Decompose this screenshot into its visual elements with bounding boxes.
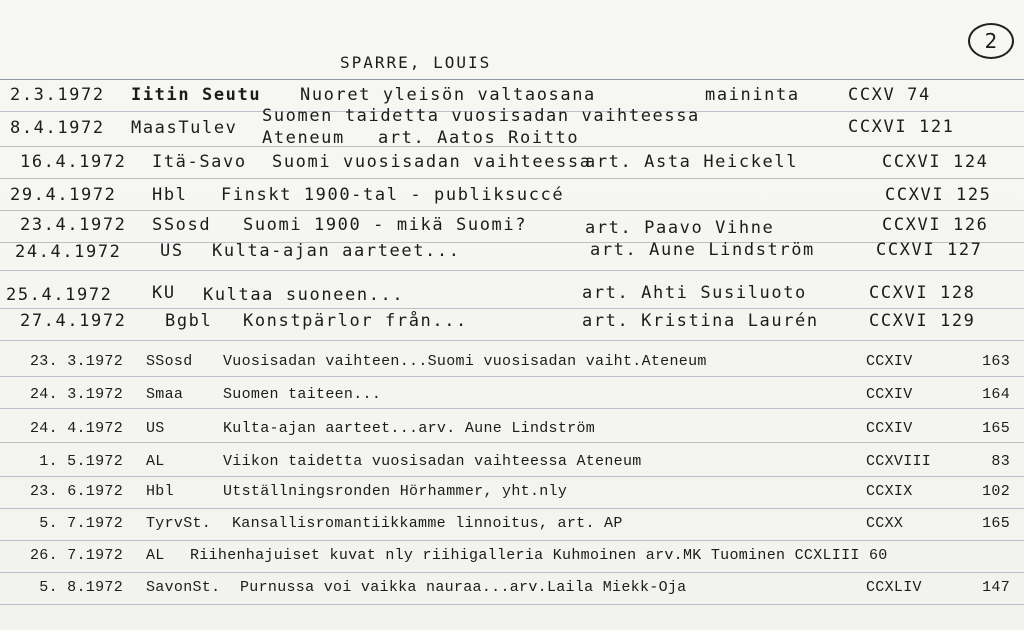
row-date: 27.4.1972 xyxy=(20,311,127,331)
row-source: Hbl xyxy=(146,483,174,500)
row-source: Bgbl xyxy=(165,311,213,331)
row-note: art. Ahti Susiluoto xyxy=(582,283,807,303)
rule-line xyxy=(0,604,1024,605)
row-page: 147 xyxy=(982,579,1010,596)
row-source: AL xyxy=(146,547,165,564)
rule-line xyxy=(0,540,1024,541)
row-date: 24. 4.1972 xyxy=(29,420,123,437)
row-title: Kansallisromantiikkamme linnoitus, art. AP xyxy=(232,515,623,532)
row-note: art. Asta Heickell xyxy=(585,152,799,172)
rule-line xyxy=(0,572,1024,573)
row-source: US xyxy=(160,241,184,261)
row-title: Konstpärlor från... xyxy=(243,311,468,331)
row-date: 24.4.1972 xyxy=(15,242,122,262)
rule-line xyxy=(0,210,1024,211)
row-title: Viikon taidetta vuosisadan vaihteessa Ateneum xyxy=(223,453,642,470)
row-date: 1. 5.1972 xyxy=(39,453,123,470)
row-title: Purnussa voi vaikka nauraa...arv.Laila Miekk-Oja xyxy=(240,579,687,596)
row-title: Suomi 1900 - mikä Suomi? xyxy=(243,215,528,235)
row-source: AL xyxy=(146,453,165,470)
row-ref: CCXVI 124 xyxy=(882,152,989,172)
rule-line xyxy=(0,270,1024,271)
row-date: 23. 6.1972 xyxy=(29,483,123,500)
row-date: 29.4.1972 xyxy=(10,185,117,205)
row-page: 163 xyxy=(982,353,1010,370)
row-source: Hbl xyxy=(152,185,188,205)
row-date: 23.4.1972 xyxy=(20,215,127,235)
row-title: Kultaa suoneen... xyxy=(203,285,405,305)
row-page: 83 xyxy=(991,453,1010,470)
row-ref: CCXVI 127 xyxy=(876,240,983,260)
row-title: Nuoret yleisön valtaosana xyxy=(300,85,596,105)
row-title: Kulta-ajan aarteet...arv. Aune Lindström xyxy=(223,420,596,437)
row-date: 25.4.1972 xyxy=(6,285,113,305)
row-ref: CCXVI 129 xyxy=(869,311,976,331)
row-source: MaasTulev xyxy=(131,118,238,138)
row-source: Itä-Savo xyxy=(152,152,247,172)
row-page: 164 xyxy=(982,386,1010,403)
row-date: 5. 7.1972 xyxy=(39,515,123,532)
row-ref: CCXLIV xyxy=(866,579,922,596)
row-page: 165 xyxy=(982,420,1010,437)
row-note: art. Aune Lindström xyxy=(590,240,815,260)
row-page: 102 xyxy=(982,483,1010,500)
row-date: 23. 3.1972 xyxy=(29,353,123,370)
rule-line xyxy=(0,408,1024,409)
row-source: US xyxy=(146,420,165,437)
row-date: 2.3.1972 xyxy=(10,85,105,105)
rule-line xyxy=(0,508,1024,509)
row-page: 165 xyxy=(982,515,1010,532)
rule-line xyxy=(0,376,1024,377)
row-title-line2: Ateneum xyxy=(262,128,345,148)
row-note: maininta xyxy=(705,85,800,105)
row-title: Suomen taiteen... xyxy=(223,386,382,403)
row-title: Kulta-ajan aarteet... xyxy=(212,241,461,261)
row-ref: CCXIV xyxy=(866,353,913,370)
rule-line xyxy=(0,242,1024,243)
row-source: TyrvSt. xyxy=(146,515,212,532)
row-ref: CCXIV xyxy=(866,420,913,437)
row-source: Smaa xyxy=(146,386,184,403)
row-ref: CCXVI 125 xyxy=(885,185,992,205)
row-ref: CCXIX xyxy=(866,483,913,500)
row-source: SavonSt. xyxy=(146,579,221,596)
row-date: 26. 7.1972 xyxy=(29,547,123,564)
rule-line xyxy=(0,476,1024,477)
row-title: Suomen taidetta vuosisadan vaihteessa xyxy=(262,106,700,126)
row-source: KU xyxy=(152,283,176,303)
row-date: 16.4.1972 xyxy=(20,152,127,172)
row-ref: CCXVI 126 xyxy=(882,215,989,235)
rule-line xyxy=(0,79,1024,80)
row-ref: CCXVI 128 xyxy=(869,283,976,303)
row-source: SSosd xyxy=(146,353,193,370)
row-ref: CCXIV xyxy=(866,386,913,403)
row-source: SSosd xyxy=(152,215,212,235)
rule-line xyxy=(0,340,1024,341)
rule-line xyxy=(0,178,1024,179)
row-ref: CCXV 74 xyxy=(848,85,931,105)
row-title: Utställningsronden Hörhammer, yht.nly xyxy=(223,483,568,500)
row-note: art. Paavo Vihne xyxy=(585,218,775,238)
row-date: 5. 8.1972 xyxy=(39,579,123,596)
row-title: Finskt 1900-tal - publiksuccé xyxy=(221,185,565,205)
rule-line xyxy=(0,308,1024,309)
row-date: 24. 3.1972 xyxy=(29,386,123,403)
page-number: 2 xyxy=(968,23,1014,59)
row-ref: CCXVI 121 xyxy=(848,117,955,137)
row-title: Suomi vuosisadan vaihteessa xyxy=(272,152,592,172)
row-source: Iitin Seutu xyxy=(131,85,262,105)
row-date: 8.4.1972 xyxy=(10,118,105,138)
row-note: art. Kristina Laurén xyxy=(582,311,819,331)
row-ref: CCXX xyxy=(866,515,904,532)
card-title: SPARRE, LOUIS xyxy=(340,53,492,72)
row-title: Vuosisadan vaihteen...Suomi vuosisadan vaiht.Ateneum xyxy=(223,353,707,370)
row-title: Riihenhajuiset kuvat nly riihigalleria Kuhmoinen arv.MK Tuominen CCXLIII 60 xyxy=(190,547,888,564)
row-ref: CCXVIII xyxy=(866,453,932,470)
rule-line xyxy=(0,442,1024,443)
row-note: art. Aatos Roitto xyxy=(378,128,580,148)
